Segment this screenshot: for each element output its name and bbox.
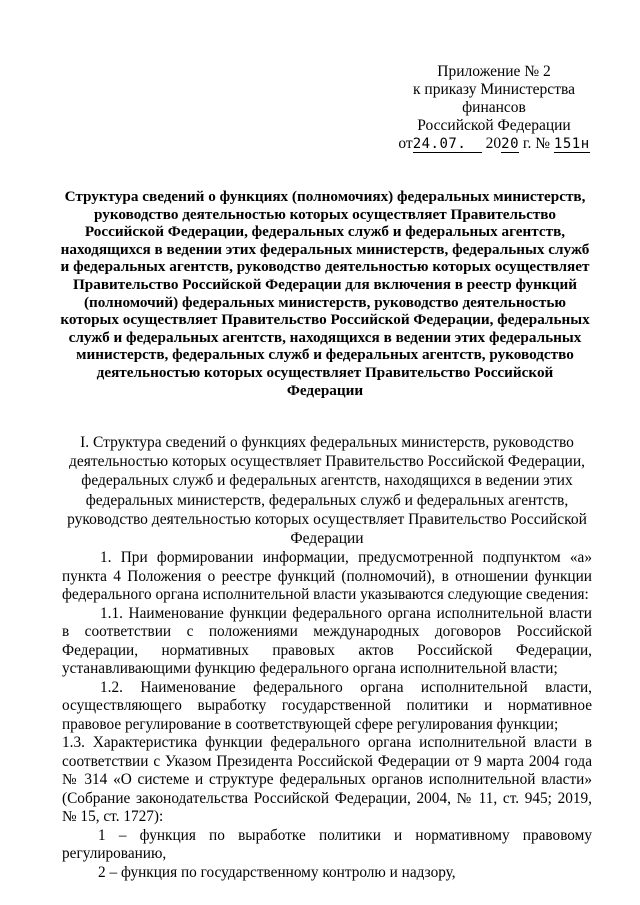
- paragraph-1-1: 1.1. Наименование функции федерального органа исполнительной власти в соответствии с положениями международных договоров Российской Федерации, нормативных правовых актов Российской Федерации, устанавливающими функцию федерального органа исполнительной власти;: [62, 604, 592, 677]
- year-prefix: 20: [485, 135, 502, 152]
- list-item-2: 2 – функция по государственному контролю и надзору,: [98, 863, 456, 881]
- appendix-header: [380, 63, 608, 153]
- paragraph-1: 1. При формировании информации, предусмотренной подпунктом «а» пункта 4 Положения о реестре функций (полномочий), в отношении функции федерального органа исполнительной власти указываются следующие сведения:: [62, 549, 592, 603]
- paragraph-1-2: 1.2. Наименование федерального органа исполнительной власти, осуществляющего выработку государственной политики и нормативное правовое регулирование в соответствующей сфере регулирования функции;: [62, 678, 592, 733]
- date-underline: [466, 135, 482, 153]
- section-title: I. Структура сведений о функциях федеральных министерств, руководство деятельностью которых осуществляет Правительство Российской Федерации, федеральных служб и федеральных агентств, находящихся в ведении этих федеральных министерств, федеральных служб и федеральных агентств, руководство деятельностью которых осуществляет Правительство Российской Федерации: [67, 434, 587, 548]
- list-item-1: 1 – функция по выработке политики и нормативному правовому регулированию,: [62, 826, 592, 862]
- date-prefix: от: [398, 135, 413, 152]
- order-date-line: [380, 135, 608, 153]
- handwritten-date: 24.07.: [412, 136, 467, 152]
- document-main-title: Структура сведений о функциях (полномочиях) федеральных министерств, руководство деятельностью которых осуществляет Правительство Российской Федерации, федеральных служб и федеральных агентств, находящихся в ведении этих федеральных министерств, федеральных служб и федеральных агентств, руководство деятельностью которых осуществляет Правительство Российской Федерации для включения в реестр функций (полномочий) федеральных министерств, руководство деятельностью которых осуществляет Правительство Российской Федерации, федеральных служб и федеральных агентств, находящихся в ведении этих федеральных министерств, федеральных служб и федеральных агентств, руководство деятельностью которых осуществляет Правительство Российской Федерации: [60, 188, 590, 399]
- number-prefix: г. №: [522, 135, 551, 152]
- appendix-order-line: к приказу Министерства финансов: [413, 81, 575, 116]
- document-body: [62, 549, 592, 882]
- appendix-title: Приложение № 2: [437, 63, 551, 80]
- handwritten-year: 20: [501, 136, 519, 152]
- appendix-ministry-line: Российской Федерации: [417, 117, 571, 134]
- paragraph-1-3: 1.3. Характеристика функции федерального органа исполнительной власти в соответствии с Указом Президента Российской Федерации от 9 марта 2004 года № 314 «О системе и структуре федеральных органов исполнительной власти» (Собрание законодательства Российской Федерации, 2004, № 11, ст. 945; 2019, № 15, ст. 1727):: [62, 734, 592, 825]
- handwritten-order-number: 151н: [553, 136, 590, 152]
